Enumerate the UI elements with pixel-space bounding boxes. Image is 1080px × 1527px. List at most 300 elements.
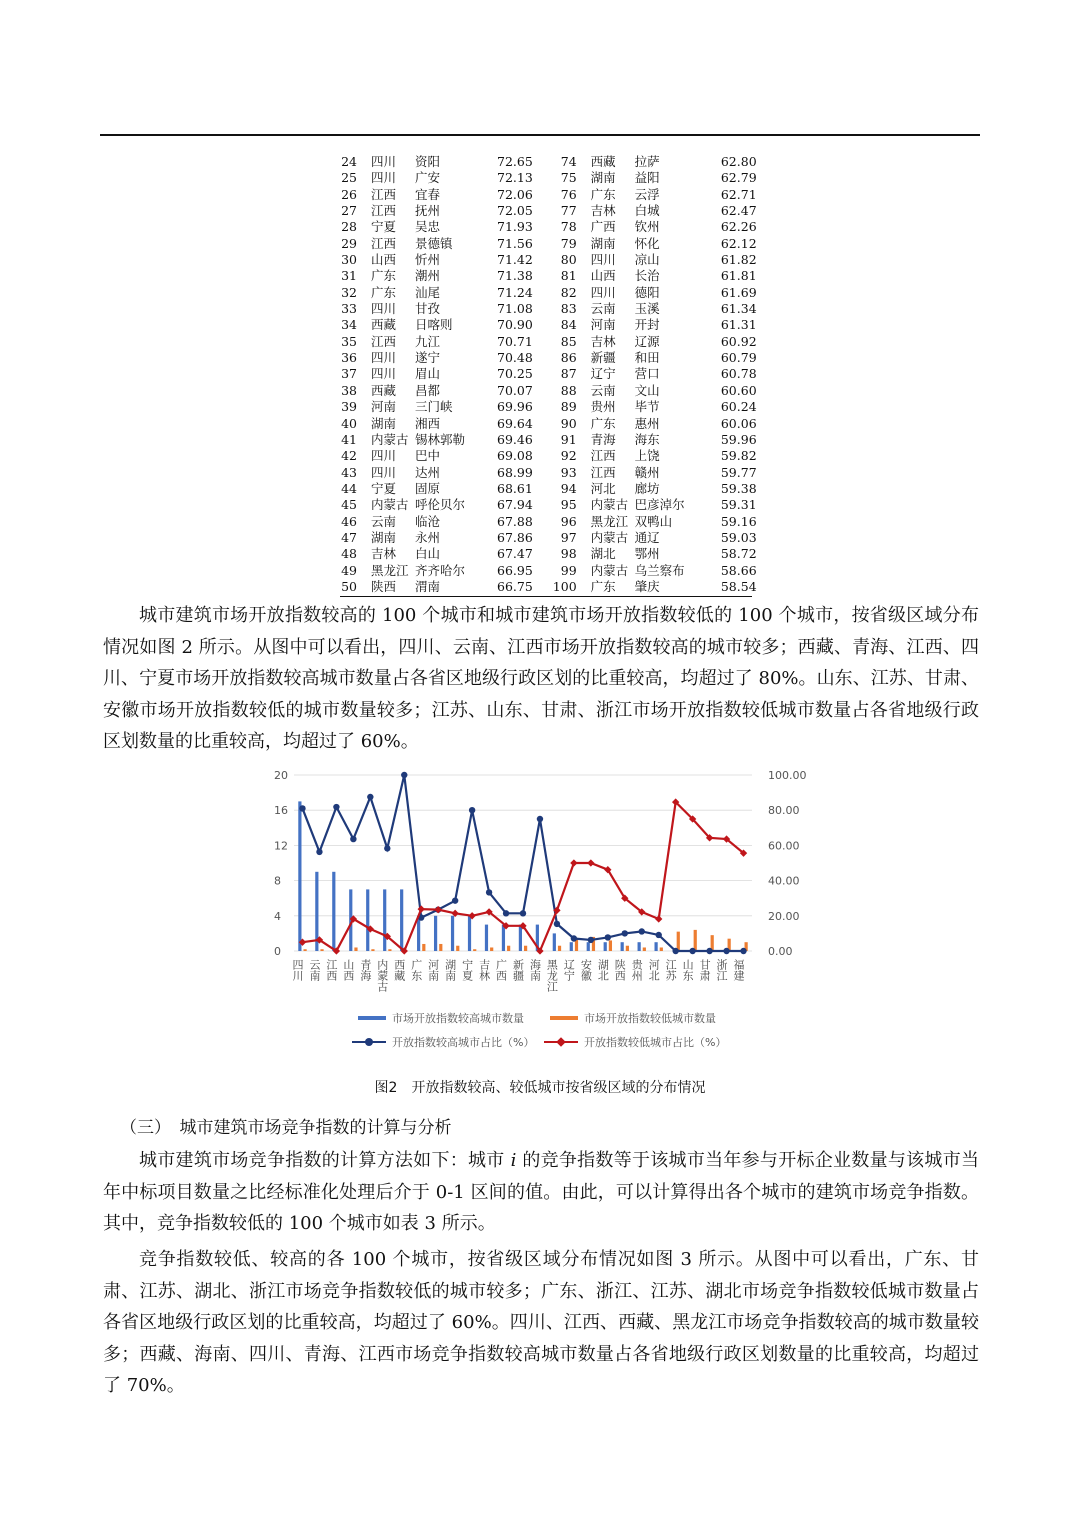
rank-no-cell: 83 — [560, 301, 577, 317]
city-cell: 玉溪 — [634, 301, 660, 317]
category-label: 贵州 — [630, 959, 644, 981]
marker-high — [656, 932, 662, 938]
marker-high — [639, 928, 645, 934]
marker-high — [554, 921, 560, 927]
province-cell: 江西 — [590, 448, 616, 464]
score-cell: 70.25 — [497, 366, 533, 382]
bar-high — [638, 942, 641, 951]
province-cell: 云南 — [590, 301, 616, 317]
marker-high — [503, 910, 509, 916]
province-cell: 西藏 — [371, 317, 397, 333]
province-cell: 吉林 — [590, 333, 616, 349]
category-label: 湖北 — [596, 959, 610, 981]
legend-label: 市场开放指数较低城市数量 — [584, 1012, 716, 1025]
bar-low — [524, 946, 527, 951]
table-row — [335, 579, 757, 595]
score-cell: 69.46 — [497, 431, 533, 447]
score-cell: 72.06 — [497, 186, 533, 202]
score-cell: 59.77 — [720, 464, 757, 480]
score-cell: 66.95 — [497, 562, 533, 578]
city-cell: 甘孜 — [415, 301, 441, 317]
marker-low — [418, 905, 425, 912]
province-cell: 内蒙古 — [371, 497, 409, 513]
score-cell: 69.08 — [497, 448, 533, 464]
score-cell: 59.38 — [720, 480, 757, 496]
score-cell: 71.56 — [497, 235, 533, 251]
city-cell: 惠州 — [634, 415, 660, 431]
score-cell: 59.31 — [720, 497, 757, 513]
marker-low — [655, 915, 662, 922]
category-label: 新疆 — [511, 959, 525, 981]
marker-high — [672, 948, 678, 954]
city-cell: 白城 — [634, 203, 660, 219]
category-label: 陕西 — [613, 959, 627, 981]
province-cell: 内蒙古 — [371, 431, 409, 447]
province-cell: 湖南 — [590, 235, 616, 251]
score-cell: 69.64 — [497, 415, 533, 431]
rank-no-cell: 97 — [560, 529, 577, 545]
marker-high — [740, 948, 746, 954]
rank-no-cell: 85 — [560, 333, 577, 349]
score-cell: 70.90 — [497, 317, 533, 333]
rank-no-cell: 77 — [560, 203, 577, 219]
score-cell: 62.26 — [720, 219, 757, 235]
marker-high — [486, 889, 492, 895]
province-cell: 广东 — [371, 268, 397, 284]
bar-high — [587, 942, 590, 951]
city-cell: 达州 — [415, 464, 441, 480]
province-cell: 河南 — [371, 399, 397, 415]
marker-high — [316, 849, 322, 855]
province-cell: 河北 — [590, 480, 616, 496]
city-cell: 鄂州 — [634, 546, 660, 562]
score-cell: 62.79 — [720, 170, 757, 186]
rank-no-cell: 95 — [560, 497, 577, 513]
bar-low — [677, 932, 680, 951]
province-cell: 云南 — [371, 513, 397, 529]
score-cell: 59.16 — [720, 513, 757, 529]
rank-no-cell: 74 — [560, 154, 577, 169]
category-label: 四川 — [290, 959, 304, 981]
rank-no-cell: 33 — [341, 301, 357, 317]
table-bottom-rule — [340, 596, 752, 597]
rank-no-cell: 90 — [560, 415, 577, 431]
legend-swatch — [544, 1037, 578, 1047]
city-cell: 巴中 — [415, 448, 441, 464]
marker-high — [401, 772, 407, 778]
city-cell: 辽源 — [634, 333, 660, 349]
rank-no-cell: 24 — [341, 154, 357, 169]
city-cell: 遂宁 — [415, 350, 441, 366]
marker-high — [299, 805, 305, 811]
city-cell: 和田 — [634, 350, 660, 366]
score-cell: 67.47 — [497, 546, 533, 562]
table-row — [335, 399, 757, 415]
province-cell: 四川 — [371, 301, 397, 317]
category-label: 内蒙古 — [375, 959, 389, 992]
y-left-tick-label: 8 — [274, 874, 281, 888]
province-cell: 四川 — [371, 448, 397, 464]
bar-low — [643, 947, 646, 951]
rank-no-cell: 30 — [341, 252, 357, 268]
paragraph-competition-method — [103, 1145, 979, 1240]
province-cell: 广东 — [590, 578, 616, 594]
rank-no-cell: 36 — [341, 350, 357, 366]
score-cell: 68.99 — [497, 464, 533, 480]
rank-no-cell: 38 — [341, 382, 357, 398]
y-right-tick-label: 0.00 — [768, 945, 793, 958]
score-cell: 72.13 — [497, 170, 533, 186]
table-row — [335, 350, 757, 366]
city-cell: 昌都 — [415, 382, 441, 398]
score-cell: 71.42 — [497, 252, 533, 268]
score-cell: 72.05 — [497, 203, 533, 219]
rank-no-cell: 44 — [341, 480, 357, 496]
para2-text: 城市建筑市场竞争指数的计算方法如下：城市 — [139, 1150, 511, 1171]
y-left-tick-label: 12 — [274, 839, 288, 853]
legend-line-high — [352, 1034, 534, 1050]
province-cell: 黑龙江 — [371, 562, 409, 578]
city-cell: 永州 — [415, 529, 441, 545]
city-cell: 固原 — [415, 480, 441, 496]
province-cell: 吉林 — [371, 546, 397, 562]
rank-no-cell: 47 — [341, 529, 357, 545]
y-left-tick-label: 16 — [274, 804, 288, 818]
province-cell: 江西 — [371, 333, 397, 349]
score-cell: 61.69 — [720, 284, 757, 300]
table-row — [335, 546, 757, 562]
province-cell: 山西 — [590, 268, 616, 284]
province-cell: 四川 — [590, 252, 616, 268]
rank-no-cell: 41 — [341, 431, 357, 447]
rank-no-cell: 28 — [341, 219, 357, 235]
marker-high — [367, 794, 373, 800]
rank-no-cell: 86 — [560, 350, 577, 366]
province-cell: 湖南 — [590, 170, 616, 186]
city-cell: 齐齐哈尔 — [415, 562, 466, 578]
y-right-tick-label: 80.00 — [768, 804, 800, 818]
score-cell: 62.47 — [720, 203, 757, 219]
category-label: 浙江 — [715, 959, 729, 981]
city-cell: 乌兰察布 — [634, 562, 685, 578]
province-cell: 内蒙古 — [590, 497, 629, 513]
bar-high — [468, 916, 471, 951]
rank-no-cell: 88 — [560, 382, 577, 398]
province-cell: 湖北 — [590, 546, 616, 562]
score-cell: 67.88 — [497, 513, 533, 529]
score-cell: 71.38 — [497, 268, 533, 284]
rank-no-cell: 50 — [341, 578, 357, 594]
marker-high — [622, 930, 628, 936]
table-row — [335, 432, 757, 448]
bar-high — [502, 925, 505, 951]
city-cell: 钦州 — [634, 219, 660, 235]
province-cell: 湖南 — [371, 529, 397, 545]
marker-high — [689, 948, 695, 954]
rank-no-cell: 37 — [341, 366, 357, 382]
category-label: 青海 — [358, 959, 372, 981]
city-cell: 通辽 — [634, 529, 660, 545]
city-cell: 锡林郭勒 — [415, 431, 466, 447]
legend-swatch — [550, 1016, 578, 1020]
city-cell: 毕节 — [634, 399, 660, 415]
score-cell: 68.61 — [497, 480, 533, 496]
province-cell: 四川 — [371, 350, 397, 366]
rank-no-cell: 42 — [341, 448, 357, 464]
score-cell: 61.34 — [720, 301, 757, 317]
bar-low — [490, 947, 493, 951]
paragraph-open-index: 城市建筑市场开放指数较高的 100 个城市和城市建筑市场开放指数较低的 100 个城市，按省级区域分布情况如图 2 所示。从图中可以看出，四川、云南、江西市场开放指数较高的城市较多；西藏、青海、江西、四川、宁夏市场开放指数较高城市数量占各省区地级行政区划的比重较高，均超过了 80%。山东、江苏、甘肃、安徽市场开放指数较低的城市数量较多；江苏、山东、甘肃、浙江市场开放指数较低城市数量占各省地级行政区划数量的比重较高，均超过了 60%。 — [103, 605, 979, 752]
score-cell: 71.24 — [497, 284, 533, 300]
province-cell: 青海 — [590, 431, 616, 447]
category-label: 湖南 — [443, 959, 457, 981]
category-label: 山东 — [681, 959, 695, 981]
city-cell: 双鸭山 — [634, 513, 673, 529]
city-cell: 景德镇 — [415, 235, 453, 251]
province-cell: 贵州 — [590, 399, 616, 415]
table-row — [335, 268, 757, 284]
bar-high — [298, 801, 301, 951]
marker-high — [520, 910, 526, 916]
city-cell: 廊坊 — [634, 480, 660, 496]
table-row — [335, 154, 757, 170]
legend-label: 市场开放指数较高城市数量 — [392, 1012, 524, 1025]
marker-high — [350, 836, 356, 842]
rank-no-cell: 80 — [560, 252, 577, 268]
rank-no-cell: 93 — [560, 464, 577, 480]
province-cell: 内蒙古 — [590, 529, 629, 545]
rank-no-cell: 87 — [560, 366, 577, 382]
marker-high — [723, 948, 729, 954]
score-cell: 60.24 — [720, 399, 757, 415]
city-cell: 上饶 — [634, 448, 660, 464]
marker-high — [706, 948, 712, 954]
bar-low — [303, 949, 306, 951]
category-label: 福建 — [732, 959, 746, 981]
province-cell: 吉林 — [590, 203, 616, 219]
province-cell: 广东 — [371, 284, 397, 300]
legend-label: 开放指数较低城市占比（%） — [584, 1036, 727, 1049]
score-cell: 59.96 — [720, 431, 757, 447]
city-cell: 渭南 — [415, 578, 441, 594]
score-cell: 62.71 — [720, 186, 757, 202]
rank-no-cell: 94 — [560, 480, 577, 496]
rank-no-cell: 46 — [341, 513, 357, 529]
bar-high — [485, 925, 488, 951]
city-cell: 赣州 — [634, 464, 660, 480]
table-row — [335, 334, 757, 350]
table-row — [335, 252, 757, 268]
city-cell: 九江 — [415, 333, 441, 349]
score-cell: 60.06 — [720, 415, 757, 431]
rank-no-cell: 49 — [341, 562, 357, 578]
province-cell: 四川 — [371, 464, 397, 480]
province-cell: 云南 — [590, 382, 616, 398]
rank-no-cell: 29 — [341, 235, 357, 251]
province-cell: 西藏 — [371, 382, 397, 398]
score-cell: 62.80 — [720, 154, 757, 169]
bar-high — [553, 933, 556, 951]
table-row — [335, 187, 757, 203]
rank-no-cell: 78 — [560, 219, 577, 235]
province-cell: 湖南 — [371, 415, 397, 431]
province-cell: 宁夏 — [371, 480, 397, 496]
score-cell: 62.12 — [720, 235, 757, 251]
score-cell: 58.54 — [720, 578, 757, 594]
marker-high — [452, 897, 458, 903]
rank-no-cell: 25 — [341, 170, 357, 186]
rank-no-cell: 43 — [341, 464, 357, 480]
figure-caption: 图2 开放指数较高、较低城市按省级区域的分布情况 — [374, 1080, 706, 1096]
bar-high — [621, 942, 624, 951]
score-cell: 60.79 — [720, 350, 757, 366]
bar-low — [388, 949, 391, 951]
city-cell: 宜春 — [415, 186, 441, 202]
score-cell: 59.82 — [720, 448, 757, 464]
score-cell: 70.71 — [497, 333, 533, 349]
score-cell: 61.81 — [720, 268, 757, 284]
city-cell: 日喀则 — [415, 317, 453, 333]
category-label: 河南 — [426, 959, 440, 981]
marker-high — [571, 935, 577, 941]
bar-high — [570, 942, 573, 951]
city-cell: 肇庆 — [634, 578, 660, 594]
rank-no-cell: 91 — [560, 431, 577, 447]
rank-no-cell: 81 — [560, 268, 577, 284]
rank-no-cell: 27 — [341, 203, 357, 219]
city-cell: 呼伦贝尔 — [415, 497, 466, 513]
marker-high — [384, 845, 390, 851]
y-right-tick-label: 100.00 — [768, 769, 807, 782]
score-cell: 67.86 — [497, 529, 533, 545]
table-row — [335, 530, 757, 546]
marker-high — [333, 804, 339, 810]
city-cell: 资阳 — [415, 154, 441, 169]
rank-no-cell: 48 — [341, 546, 357, 562]
city-cell: 益阳 — [634, 170, 660, 186]
province-cell: 广东 — [590, 415, 616, 431]
bar-low — [609, 940, 612, 951]
legend-bar-low — [550, 1010, 716, 1026]
table-row — [335, 514, 757, 530]
rank-no-cell: 100 — [552, 578, 577, 594]
city-cell: 汕尾 — [415, 284, 441, 300]
y-left-tick-label: 20 — [274, 769, 288, 782]
variable-i: i — [510, 1150, 517, 1171]
section-heading: （三） 城市建筑市场竞争指数的计算与分析 — [120, 1118, 452, 1138]
score-cell: 59.03 — [720, 529, 757, 545]
ranking-table — [335, 154, 757, 595]
category-label: 西藏 — [392, 959, 406, 981]
score-cell: 71.08 — [497, 301, 533, 317]
province-cell: 江西 — [590, 464, 616, 480]
city-cell: 抚州 — [415, 203, 441, 219]
city-cell: 营口 — [634, 366, 660, 382]
table-row — [335, 563, 757, 579]
bar-low — [371, 949, 374, 951]
bar-high — [655, 942, 658, 951]
province-cell: 黑龙江 — [590, 513, 629, 529]
table-row — [335, 301, 757, 317]
table-row — [335, 497, 757, 513]
rank-no-cell: 26 — [341, 186, 357, 202]
header-rule — [100, 134, 980, 136]
bar-high — [332, 872, 335, 951]
province-cell: 辽宁 — [590, 366, 616, 382]
marker-high — [605, 934, 611, 940]
city-cell: 忻州 — [415, 252, 441, 268]
marker-high — [537, 816, 543, 822]
y-right-tick-label: 40.00 — [768, 874, 800, 888]
legend-swatch — [358, 1016, 386, 1020]
score-cell: 60.92 — [720, 333, 757, 349]
legend-line-low — [544, 1034, 726, 1050]
rank-no-cell: 34 — [341, 317, 357, 333]
city-cell: 德阳 — [634, 284, 660, 300]
score-cell: 58.72 — [720, 546, 757, 562]
bar-low — [422, 944, 425, 951]
bar-low — [558, 946, 561, 951]
category-label: 广西 — [494, 959, 508, 981]
category-label: 甘肃 — [698, 959, 712, 981]
city-cell: 潮州 — [415, 268, 441, 284]
legend-label: 开放指数较高城市占比（%） — [392, 1036, 535, 1049]
city-cell: 广安 — [415, 170, 441, 186]
rank-no-cell: 75 — [560, 170, 577, 186]
city-cell: 开封 — [634, 317, 660, 333]
bar-low — [320, 949, 323, 951]
score-cell: 66.75 — [497, 578, 533, 594]
category-label: 安徽 — [579, 959, 593, 981]
city-cell: 临沧 — [415, 513, 441, 529]
rank-no-cell: 96 — [560, 513, 577, 529]
table-row — [335, 481, 757, 497]
table-row — [335, 203, 757, 219]
rank-no-cell: 39 — [341, 399, 357, 415]
rank-no-cell: 31 — [341, 268, 357, 284]
province-cell: 山西 — [371, 252, 397, 268]
category-label: 河北 — [647, 959, 661, 981]
marker-low — [570, 859, 577, 866]
bar-high — [519, 925, 522, 951]
bar-low — [456, 946, 459, 951]
province-cell: 西藏 — [590, 154, 616, 169]
category-label: 江苏 — [664, 959, 678, 981]
category-label: 云南 — [307, 959, 321, 981]
score-cell: 60.78 — [720, 366, 757, 382]
city-cell: 怀化 — [634, 235, 660, 251]
bar-high — [451, 916, 454, 951]
score-cell: 72.65 — [497, 154, 533, 169]
category-label: 山西 — [341, 959, 355, 981]
para2-text: 的竞争指数等于该城市当年参与开标企业数量与该城市当年中标项目数量之比经标准化处理后介于 0-1 区间的值。由此，可以计算得出各个城市的建筑市场竞争指数。其中，竞争指数较低的 100 个城市如表 3 所示。 — [103, 1150, 979, 1234]
bar-low — [473, 949, 476, 951]
province-cell: 广东 — [590, 186, 616, 202]
table-row — [335, 236, 757, 252]
score-cell: 69.96 — [497, 399, 533, 415]
bar-high — [400, 889, 403, 951]
marker-high — [469, 807, 475, 813]
rank-no-cell: 35 — [341, 333, 357, 349]
category-label: 江西 — [324, 959, 338, 981]
city-cell: 湘西 — [415, 415, 441, 431]
bar-low — [626, 946, 629, 951]
province-cell: 陕西 — [371, 578, 397, 594]
province-cell: 广西 — [590, 219, 616, 235]
bar-high — [434, 916, 437, 951]
bar-high — [383, 889, 386, 951]
rank-no-cell: 76 — [560, 186, 577, 202]
